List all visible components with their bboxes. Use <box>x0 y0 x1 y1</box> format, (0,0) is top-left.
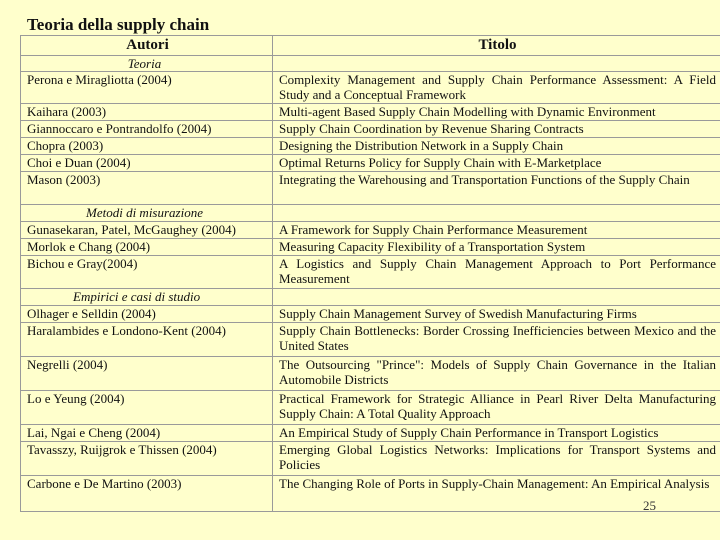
author-cell: Negrelli (2004) <box>21 357 273 391</box>
table-body <box>21 56 720 512</box>
table-row <box>21 476 720 512</box>
author-cell: Morlok e Chang (2004) <box>21 239 273 256</box>
table-row <box>21 138 720 155</box>
table-row <box>21 256 720 289</box>
table-row <box>21 155 720 172</box>
empty-cell <box>273 56 720 72</box>
references-table <box>20 35 720 512</box>
title-cell: An Empirical Study of Supply Chain Performance in Transport Logistics <box>273 425 720 442</box>
title-cell: Optimal Returns Policy for Supply Chain with E-Marketplace <box>273 155 720 172</box>
table-row <box>21 239 720 256</box>
author-cell: Gunasekaran, Patel, McGaughey (2004) <box>21 222 273 239</box>
empty-cell <box>273 289 720 306</box>
section-label: Teoria <box>21 56 273 72</box>
author-cell: Choi e Duan (2004) <box>21 155 273 172</box>
author-cell: Lo e Yeung (2004) <box>21 391 273 425</box>
title-cell: Practical Framework for Strategic Alliance in Pearl River Delta Manufacturing Supply Chain: A Total Quality Approach <box>273 391 720 425</box>
table-row <box>21 442 720 476</box>
author-cell: Olhager e Selldin (2004) <box>21 306 273 323</box>
author-cell: Carbone e De Martino (2003) <box>21 476 273 512</box>
table-row <box>21 72 720 104</box>
page-title: Teoria della supply chain <box>27 15 210 34</box>
page-number: 25 <box>643 498 656 513</box>
author-cell: Chopra (2003) <box>21 138 273 155</box>
title-cell: The Outsourcing "Prince": Models of Supply Chain Governance in the Italian Automobile Districts <box>273 357 720 391</box>
author-cell: Haralambides e Londono-Kent (2004) <box>21 323 273 357</box>
author-cell: Bichou e Gray(2004) <box>21 256 273 289</box>
header-title: Titolo <box>273 36 720 56</box>
table-row <box>21 425 720 442</box>
title-cell: Designing the Distribution Network in a Supply Chain <box>273 138 720 155</box>
title-cell: Measuring Capacity Flexibility of a Transportation System <box>273 239 720 256</box>
table-row <box>21 357 720 391</box>
section-row <box>21 205 720 222</box>
title-cell: A Framework for Supply Chain Performance Measurement <box>273 222 720 239</box>
title-cell: The Changing Role of Ports in Supply-Chain Management: An Empirical Analysis <box>273 476 720 512</box>
table-row <box>21 391 720 425</box>
author-cell: Lai, Ngai e Cheng (2004) <box>21 425 273 442</box>
empty-cell <box>273 205 720 222</box>
title-cell: Integrating the Warehousing and Transportation Functions of the Supply Chain <box>273 172 720 205</box>
header-authors: Autori <box>21 36 273 56</box>
title-cell: Complexity Management and Supply Chain Performance Assessment: A Field Study and a Conceptual Framework <box>273 72 720 104</box>
table-row <box>21 222 720 239</box>
author-cell: Giannoccaro e Pontrandolfo (2004) <box>21 121 273 138</box>
title-cell: Supply Chain Management Survey of Swedish Manufacturing Firms <box>273 306 720 323</box>
title-cell: Multi-agent Based Supply Chain Modelling with Dynamic Environment <box>273 104 720 121</box>
title-cell: Emerging Global Logistics Networks: Implications for Transport Systems and Policies <box>273 442 720 476</box>
author-cell: Mason (2003) <box>21 172 273 205</box>
table-row <box>21 323 720 357</box>
author-cell: Kaihara (2003) <box>21 104 273 121</box>
section-label: Metodi di misurazione <box>21 205 273 222</box>
table-header-row <box>21 36 720 56</box>
title-cell: Supply Chain Coordination by Revenue Sharing Contracts <box>273 121 720 138</box>
table-row <box>21 306 720 323</box>
title-cell: A Logistics and Supply Chain Management Approach to Port Performance Measurement <box>273 256 720 289</box>
table-row <box>21 104 720 121</box>
table-row <box>21 121 720 138</box>
author-cell: Perona e Miragliotta (2004) <box>21 72 273 104</box>
title-cell: Supply Chain Bottlenecks: Border Crossing Inefficiencies between Mexico and the United States <box>273 323 720 357</box>
table-row <box>21 172 720 205</box>
author-cell: Tavasszy, Ruijgrok e Thissen (2004) <box>21 442 273 476</box>
section-row <box>21 289 720 306</box>
section-label: Empirici e casi di studio <box>21 289 273 306</box>
section-row <box>21 56 720 72</box>
